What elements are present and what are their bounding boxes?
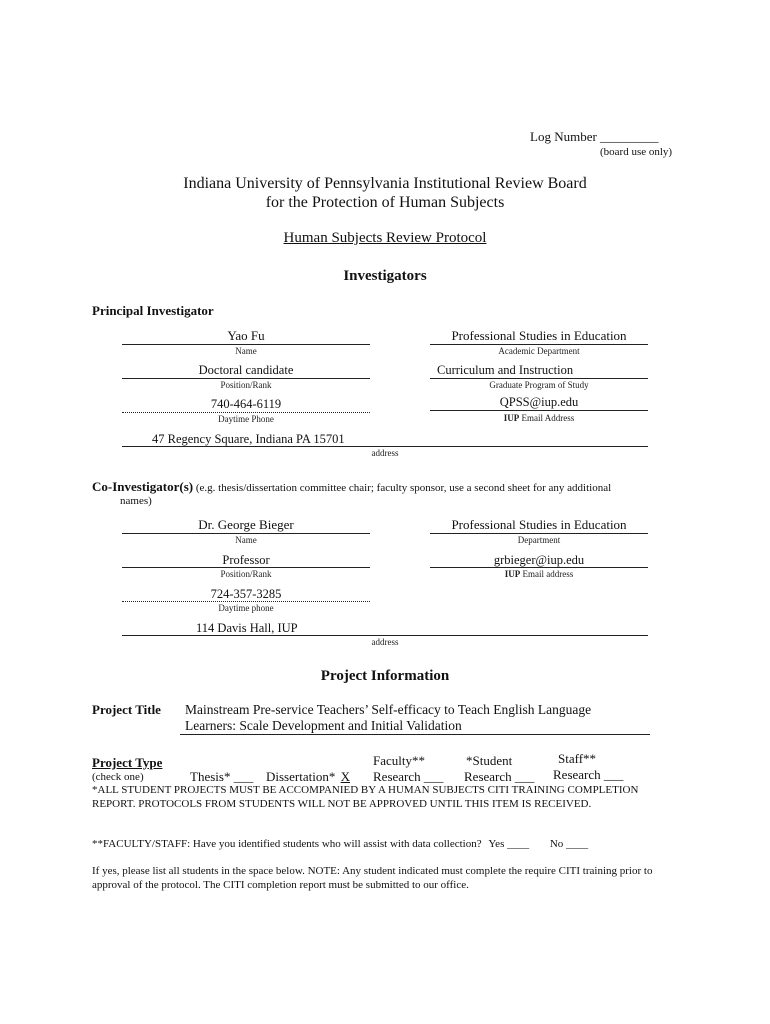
yes-label: Yes (488, 838, 505, 850)
co-inv-email-label-rest: Email address (520, 569, 574, 579)
pi-heading: Principal Investigator (92, 303, 214, 318)
title-line2: for the Protection of Human Subjects (265, 194, 505, 211)
project-title-line2[interactable]: Learners: Scale Development and Initial Validation (185, 718, 462, 733)
pi-email-label (430, 413, 648, 423)
pi-position-label: Position/Rank (220, 380, 272, 390)
log-number (530, 129, 659, 145)
yes-blank[interactable]: ____ (507, 838, 530, 850)
co-inv-position-line (122, 567, 370, 568)
co-inv-phone-label: Daytime phone (218, 603, 274, 613)
pi-address-label: address (371, 448, 399, 458)
pi-address-line (122, 446, 648, 447)
staff-research-blank[interactable]: ___ (603, 767, 624, 782)
student-research-blank[interactable]: ___ (514, 769, 535, 784)
pi-department-label: Academic Department (498, 346, 580, 356)
investigators-heading: Investigators (343, 268, 427, 284)
pi-program[interactable]: Curriculum and Instruction (437, 363, 574, 377)
student-research-top: *Student (466, 753, 513, 768)
pi-department-line (430, 344, 648, 345)
dissertation-label: Dissertation* (266, 769, 336, 784)
pi-name-line (122, 344, 370, 345)
co-inv-phone[interactable]: 724-357-3285 (210, 587, 282, 601)
pi-phone-label: Daytime Phone (218, 414, 274, 424)
faculty-research-option[interactable] (373, 769, 443, 785)
log-number-label: Log Number (530, 129, 597, 144)
thesis-label: Thesis* (190, 769, 231, 784)
project-info-heading: Project Information (320, 668, 450, 684)
project-title-label: Project Title (92, 702, 161, 717)
faculty-question-text: **FACULTY/STAFF: Have you identified students who will assist with data collection? (92, 838, 482, 850)
project-title-line (180, 734, 650, 735)
board-use-note: (board use only) (600, 146, 673, 158)
co-inv-name-line (122, 533, 370, 534)
dissertation-mark[interactable]: X (340, 769, 350, 784)
co-inv-department-label: Department (517, 535, 561, 545)
co-inv-email[interactable]: grbieger@iup.edu (493, 553, 585, 567)
pi-name-label: Name (235, 346, 257, 356)
pi-email-label-iup: IUP (503, 413, 520, 423)
co-inv-note-line1: (e.g. thesis/dissertation committee chair; faculty sponsor, use a second sheet for any additional (193, 482, 612, 494)
pi-position[interactable]: Doctoral candidate (198, 363, 294, 377)
student-research-option[interactable] (464, 769, 534, 785)
co-inv-department-line (430, 533, 648, 534)
co-inv-address[interactable]: 114 Davis Hall, IUP (196, 621, 298, 635)
staff-research-top: Staff** (558, 751, 597, 766)
faculty-research-blank[interactable]: ___ (423, 769, 444, 784)
co-inv-name[interactable]: Dr. George Bieger (198, 517, 294, 532)
pi-program-line (430, 378, 648, 379)
project-title-line1[interactable]: Mainstream Pre-service Teachers’ Self-efficacy to Teach English Language (185, 702, 592, 717)
log-number-blank[interactable]: _________ (600, 129, 659, 144)
faculty-research-label: Research (373, 769, 421, 784)
co-inv-address-line (122, 635, 648, 636)
co-inv-position-label: Position/Rank (220, 569, 272, 579)
co-inv-position[interactable]: Professor (222, 553, 270, 567)
co-inv-email-label-iup: IUP (504, 569, 521, 579)
student-research-label: Research (464, 769, 512, 784)
check-one-note: (check one) (92, 771, 144, 783)
pi-position-line (122, 378, 370, 379)
student-instructions: If yes, please list all students in the space below. NOTE: Any student indicated must complete the require CITI training prior to approval of the protocol. The CITI completion report must be submitted to our office. (92, 865, 653, 891)
co-inv-department[interactable]: Professional Studies in Education (451, 517, 627, 532)
pi-phone-line (122, 412, 370, 413)
citi-notice: *ALL STUDENT PROJECTS MUST BE ACCOMPANIED BY A HUMAN SUBJECTS CITI TRAINING COMPLETION REPORT. PROTOCOLS FROM STUDENTS WILL NOT BE APPROVED UNTIL THIS ITEM IS RECEIVED. (92, 784, 639, 810)
co-inv-name-label: Name (235, 535, 257, 545)
co-inv-phone-line (122, 601, 370, 602)
pi-program-label: Graduate Program of Study (489, 380, 589, 390)
dissertation-option[interactable] (266, 769, 352, 785)
project-type-label: Project Type (92, 755, 163, 770)
co-inv-email-label (430, 569, 648, 579)
pi-email-line (430, 410, 648, 411)
pi-email[interactable]: QPSS@iup.edu (499, 395, 579, 409)
title-line1: Indiana University of Pennsylvania Institutional Review Board (183, 175, 587, 192)
co-inv-note-line2: names) (120, 495, 152, 507)
staff-research-label: Research (553, 767, 601, 782)
co-inv-heading-row (92, 480, 692, 495)
staff-research-option[interactable] (553, 767, 623, 783)
co-inv-address-label: address (371, 637, 399, 647)
pi-phone[interactable]: 740-464-6119 (210, 397, 282, 411)
faculty-staff-question (92, 838, 692, 850)
co-inv-heading: Co-Investigator(s) (92, 479, 194, 494)
thesis-blank[interactable]: ___ (233, 769, 254, 784)
no-blank[interactable]: ____ (566, 838, 589, 850)
pi-email-label-rest: Email Address (519, 413, 575, 423)
pi-department[interactable]: Professional Studies in Education (451, 328, 627, 343)
thesis-option[interactable] (190, 769, 253, 785)
no-label: No (549, 838, 564, 850)
pi-name[interactable]: Yao Fu (227, 328, 265, 343)
pi-address[interactable]: 47 Regency Square, Indiana PA 15701 (152, 432, 345, 446)
faculty-research-top: Faculty** (373, 753, 425, 768)
co-inv-email-line (430, 567, 648, 568)
protocol-title: Human Subjects Review Protocol (283, 230, 487, 246)
